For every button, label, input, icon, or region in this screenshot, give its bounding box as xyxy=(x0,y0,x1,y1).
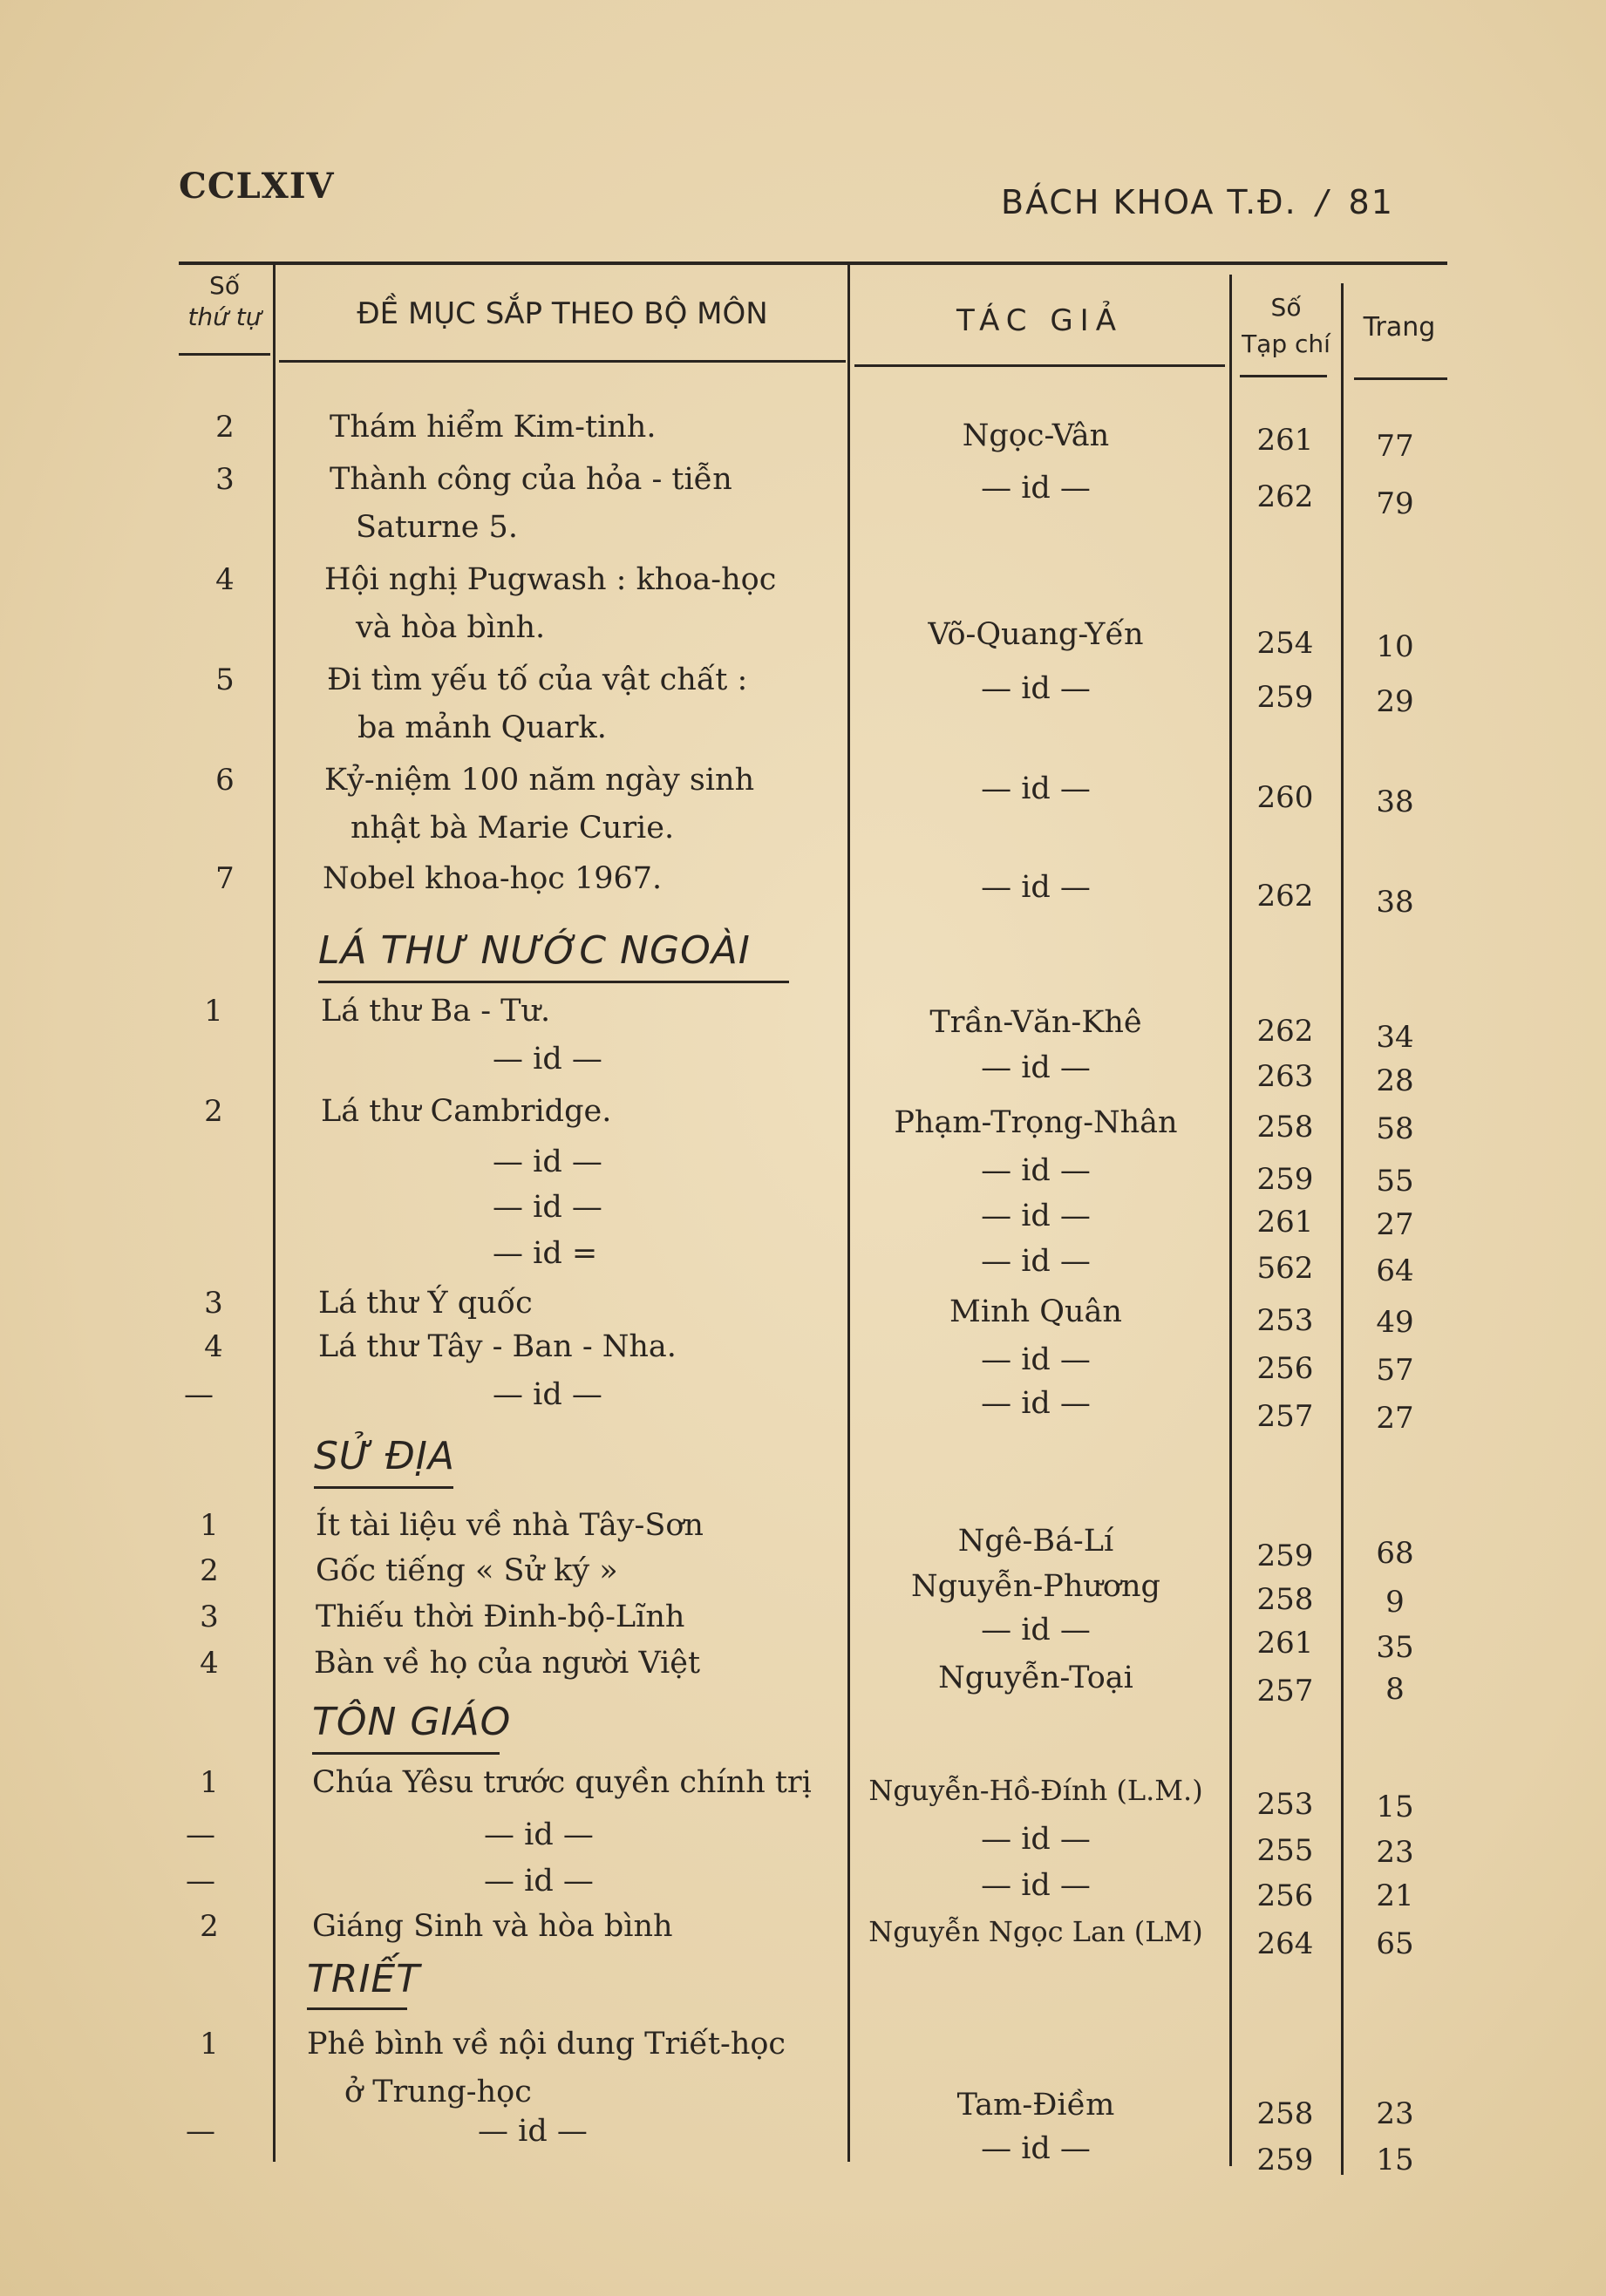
column-divider-2 xyxy=(847,262,850,2162)
row-page: 15 xyxy=(1376,2143,1414,2177)
col-index-line1: Số xyxy=(209,271,240,300)
row-index: 2 xyxy=(204,1094,223,1129)
row-issue: 262 xyxy=(1256,879,1314,914)
col-issue-header xyxy=(1234,289,1338,363)
section-su-dia: SỬ ĐỊA xyxy=(314,1434,455,1478)
row-issue: 258 xyxy=(1256,1582,1314,1617)
column-divider-1 xyxy=(273,262,276,2162)
row-page: 23 xyxy=(1376,2096,1414,2131)
row-title-continued: ở Trung-học xyxy=(344,2075,532,2109)
row-author: Võ-Quang-Yến xyxy=(928,617,1144,652)
row-page: 77 xyxy=(1376,429,1414,464)
row-issue: 256 xyxy=(1256,1351,1314,1386)
row-title: Kỷ-niệm 100 năm ngày sinh xyxy=(324,763,755,798)
row-title: Lá thư Ba - Tư. xyxy=(321,994,551,1029)
row-author: — id — xyxy=(981,1822,1091,1857)
header-rule-issue xyxy=(1240,375,1327,377)
row-page: 29 xyxy=(1376,684,1414,719)
row-author: — id — xyxy=(981,1050,1091,1085)
row-page: 27 xyxy=(1376,1401,1414,1436)
col-subject-header: ĐỀ MỤC SẮP THEO BỘ MÔN xyxy=(357,296,768,331)
row-issue: 562 xyxy=(1256,1251,1314,1286)
row-title: Thám hiểm Kim-tinh. xyxy=(330,410,657,445)
row-issue: 262 xyxy=(1256,479,1314,514)
row-author: Nguyễn Ngọc Lan (LM) xyxy=(868,1915,1203,1948)
row-issue: 260 xyxy=(1256,780,1314,815)
row-index: 7 xyxy=(215,861,235,896)
row-author: — id — xyxy=(981,1613,1091,1647)
row-title: Nobel khoa-học 1967. xyxy=(323,861,663,896)
row-title: — id — xyxy=(484,1864,594,1899)
row-page: 57 xyxy=(1376,1353,1414,1388)
row-page: 9 xyxy=(1385,1585,1405,1620)
row-issue: 259 xyxy=(1256,1162,1314,1197)
row-page: 55 xyxy=(1376,1164,1414,1199)
col-issue-line2: Tạp chí xyxy=(1242,329,1330,358)
row-author: Trần-Văn-Khê xyxy=(929,1005,1142,1040)
row-page: 10 xyxy=(1376,629,1414,664)
row-index: 1 xyxy=(200,1508,219,1543)
row-title: Bàn về họ của người Việt xyxy=(314,1646,701,1681)
row-issue: 261 xyxy=(1256,1205,1314,1240)
row-issue: 255 xyxy=(1256,1833,1314,1868)
col-author-header: TÁC GIẢ xyxy=(956,303,1123,338)
row-index: 4 xyxy=(204,1329,223,1364)
row-index: 1 xyxy=(204,994,223,1029)
row-index: 2 xyxy=(215,410,235,445)
row-issue: 259 xyxy=(1256,1539,1314,1573)
row-author: Nguyễn-Phương xyxy=(911,1569,1160,1604)
row-title: Thành công của hỏa - tiễn xyxy=(330,462,732,497)
row-index: — xyxy=(186,1864,215,1899)
row-issue: 263 xyxy=(1256,1059,1314,1094)
row-index: — xyxy=(186,1817,215,1852)
row-index: 3 xyxy=(215,462,235,497)
row-author: — id — xyxy=(981,1244,1091,1279)
row-author: Tam-Điềm xyxy=(956,2088,1115,2123)
row-issue: 257 xyxy=(1256,1674,1314,1708)
row-title: Lá thư Tây - Ban - Nha. xyxy=(318,1329,677,1364)
row-title-continued: và hòa bình. xyxy=(356,610,546,645)
row-author: — id — xyxy=(981,471,1091,506)
journal-title: BÁCH KHOA T.Đ. xyxy=(1001,183,1297,221)
row-page: 64 xyxy=(1376,1253,1414,1288)
row-issue: 262 xyxy=(1256,1014,1314,1049)
section-la-thu-nuoc-ngoai: LÁ THƯ NƯỚC NGOÀI xyxy=(318,928,751,973)
row-author: — id — xyxy=(981,771,1091,806)
row-title: Lá thư Cambridge. xyxy=(321,1094,612,1129)
row-author: — id — xyxy=(981,671,1091,706)
row-title: Lá thư Ý quốc xyxy=(318,1286,533,1321)
row-title: Chúa Yêsu trước quyền chính trị xyxy=(312,1765,812,1800)
row-index: 2 xyxy=(200,1909,219,1944)
header-rule-subject xyxy=(279,360,846,363)
row-page: 79 xyxy=(1376,486,1414,521)
row-index: — xyxy=(184,1377,214,1412)
col-issue-line1: Số xyxy=(1270,293,1302,322)
page-roman-number: CCLXIV xyxy=(179,166,335,207)
row-index: 4 xyxy=(215,562,235,597)
row-title-continued: Saturne 5. xyxy=(356,510,518,545)
section-underline xyxy=(312,1752,500,1755)
section-ton-giao: TÔN GIÁO xyxy=(312,1700,512,1744)
row-index: 4 xyxy=(200,1646,219,1681)
row-issue: 264 xyxy=(1256,1926,1314,1961)
row-title: Gốc tiếng « Sử ký » xyxy=(316,1553,618,1588)
row-author: Phạm-Trọng-Nhân xyxy=(894,1105,1178,1140)
header-slash: / xyxy=(1316,183,1330,221)
row-index: 6 xyxy=(215,763,235,798)
header-rule-author xyxy=(854,364,1225,367)
row-page: 8 xyxy=(1385,1672,1405,1707)
header-rule-index xyxy=(179,353,270,356)
row-index: 5 xyxy=(215,662,235,697)
row-page: 23 xyxy=(1376,1835,1414,1870)
row-title: Đi tìm yếu tố của vật chất : xyxy=(327,662,748,697)
col-page-header: Trang xyxy=(1363,312,1436,343)
row-page: 21 xyxy=(1376,1878,1414,1913)
row-index: — xyxy=(186,2114,215,2149)
row-page: 15 xyxy=(1376,1790,1414,1824)
header-rule-page xyxy=(1354,377,1447,380)
row-page: 28 xyxy=(1376,1063,1414,1098)
row-title: — id — xyxy=(478,2114,588,2149)
row-index: 1 xyxy=(200,1765,219,1800)
row-author: — id — xyxy=(981,870,1091,905)
row-issue: 259 xyxy=(1256,2143,1314,2177)
section-triet: TRIẾT xyxy=(307,1957,421,2001)
row-author: Nguyễn-Hồ-Đính (L.M.) xyxy=(868,1774,1203,1807)
row-title: — id — xyxy=(493,1377,602,1412)
col-index-line2: thứ tự xyxy=(187,302,262,331)
row-page: 38 xyxy=(1376,785,1414,819)
row-author: — id — xyxy=(981,2131,1091,2166)
row-author: — id — xyxy=(981,1868,1091,1903)
row-page: 65 xyxy=(1376,1926,1414,1961)
row-page: 27 xyxy=(1376,1207,1414,1242)
row-author: Minh Quân xyxy=(949,1294,1122,1329)
column-divider-3 xyxy=(1229,275,1232,2166)
journal-header xyxy=(1001,183,1394,221)
section-underline xyxy=(318,981,789,983)
row-title-continued: nhật bà Marie Curie. xyxy=(350,811,675,846)
row-issue: 259 xyxy=(1256,680,1314,715)
row-author: — id — xyxy=(981,1386,1091,1421)
row-title: — id — xyxy=(484,1817,594,1852)
row-issue: 256 xyxy=(1256,1878,1314,1913)
row-index: 3 xyxy=(204,1286,223,1321)
row-author: Ngọc-Vân xyxy=(962,418,1110,453)
row-index: 2 xyxy=(200,1553,219,1588)
row-title: Ít tài liệu về nhà Tây-Sơn xyxy=(316,1508,704,1543)
row-title-continued: ba mảnh Quark. xyxy=(357,710,607,745)
row-issue: 253 xyxy=(1256,1303,1314,1338)
row-page: 35 xyxy=(1376,1630,1414,1665)
row-page: 38 xyxy=(1376,885,1414,920)
row-title: Giáng Sinh và hòa bình xyxy=(312,1909,673,1944)
section-underline xyxy=(314,1486,453,1489)
col-index-header xyxy=(179,270,270,333)
row-title: — id — xyxy=(493,1190,602,1225)
row-page: 34 xyxy=(1376,1020,1414,1055)
row-title: — id — xyxy=(493,1042,602,1077)
page-number: 81 xyxy=(1348,183,1394,221)
row-author: — id — xyxy=(981,1199,1091,1233)
row-page: 68 xyxy=(1376,1536,1414,1571)
row-page: 58 xyxy=(1376,1111,1414,1146)
row-issue: 261 xyxy=(1256,423,1314,458)
row-issue: 253 xyxy=(1256,1787,1314,1822)
row-title: Thiếu thời Đinh-bộ-Lĩnh xyxy=(316,1600,685,1634)
row-title: Hội nghị Pugwash : khoa-học xyxy=(324,562,777,597)
row-title: Phê bình về nội dung Triết-học xyxy=(307,2027,786,2062)
row-page: 49 xyxy=(1376,1305,1414,1340)
row-author: — id — xyxy=(981,1342,1091,1377)
row-issue: 254 xyxy=(1256,626,1314,661)
row-author: Ngê-Bá-Lí xyxy=(957,1524,1114,1559)
section-underline xyxy=(307,2007,407,2010)
row-index: 1 xyxy=(200,2027,219,2062)
table-top-rule xyxy=(179,262,1447,265)
row-issue: 257 xyxy=(1256,1399,1314,1434)
row-title: — id — xyxy=(493,1145,602,1179)
row-index: 3 xyxy=(200,1600,219,1634)
row-issue: 258 xyxy=(1256,1110,1314,1145)
row-issue: 261 xyxy=(1256,1626,1314,1661)
column-divider-4 xyxy=(1341,283,1344,2175)
row-issue: 258 xyxy=(1256,2096,1314,2131)
row-author: — id — xyxy=(981,1153,1091,1188)
row-title: — id = xyxy=(493,1236,598,1271)
row-author: Nguyễn-Toại xyxy=(938,1661,1133,1695)
